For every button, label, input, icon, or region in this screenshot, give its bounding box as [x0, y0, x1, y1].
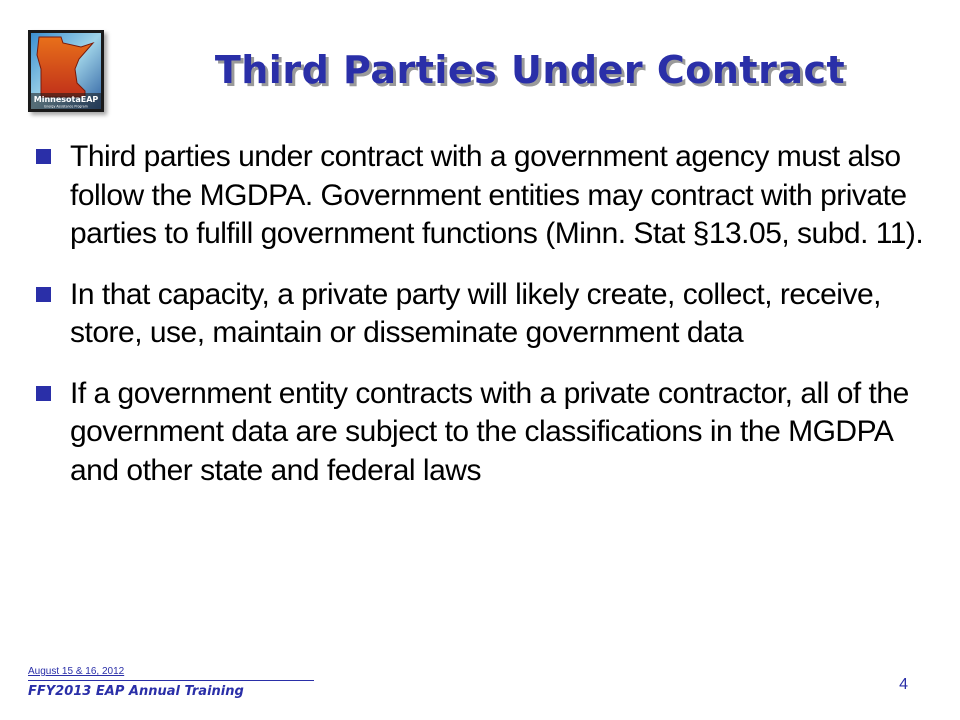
- bullet-text: In that capacity, a private party will likely create, collect, receive, store, use, maintain or disseminate government data: [70, 277, 881, 349]
- page-number: 4: [899, 676, 908, 693]
- square-bullet-icon: [36, 287, 51, 302]
- square-bullet-icon: [36, 386, 51, 401]
- bullet-item: [36, 138, 926, 254]
- logo-text: MinnesotaEAP: [33, 95, 99, 104]
- bullet-item: [36, 375, 926, 491]
- footer-date: August 15 & 16, 2012: [28, 666, 125, 677]
- square-bullet-icon: [36, 149, 51, 164]
- bullet-list: [36, 138, 926, 512]
- minnesota-map-icon: [31, 33, 101, 109]
- bullet-text: Third parties under contract with a government agency must also follow the MGDPA. Government entities may contract with private parties to fulfill government functions (Minn. Stat §13.05, subd. 11).: [70, 140, 924, 250]
- bullet-item: [36, 276, 926, 353]
- logo-subtext: Energy Assistance Program: [44, 104, 88, 109]
- footer-training: FFY2013 EAP Annual Training: [28, 684, 244, 699]
- bullet-text: If a government entity contracts with a private contractor, all of the government data are subject to the classifications in the MGDPA and other state and federal laws: [70, 376, 909, 487]
- footer-divider: [28, 680, 314, 681]
- minnesota-eap-logo: [28, 30, 104, 112]
- slide-title: Third Parties Under Contract: [214, 48, 846, 92]
